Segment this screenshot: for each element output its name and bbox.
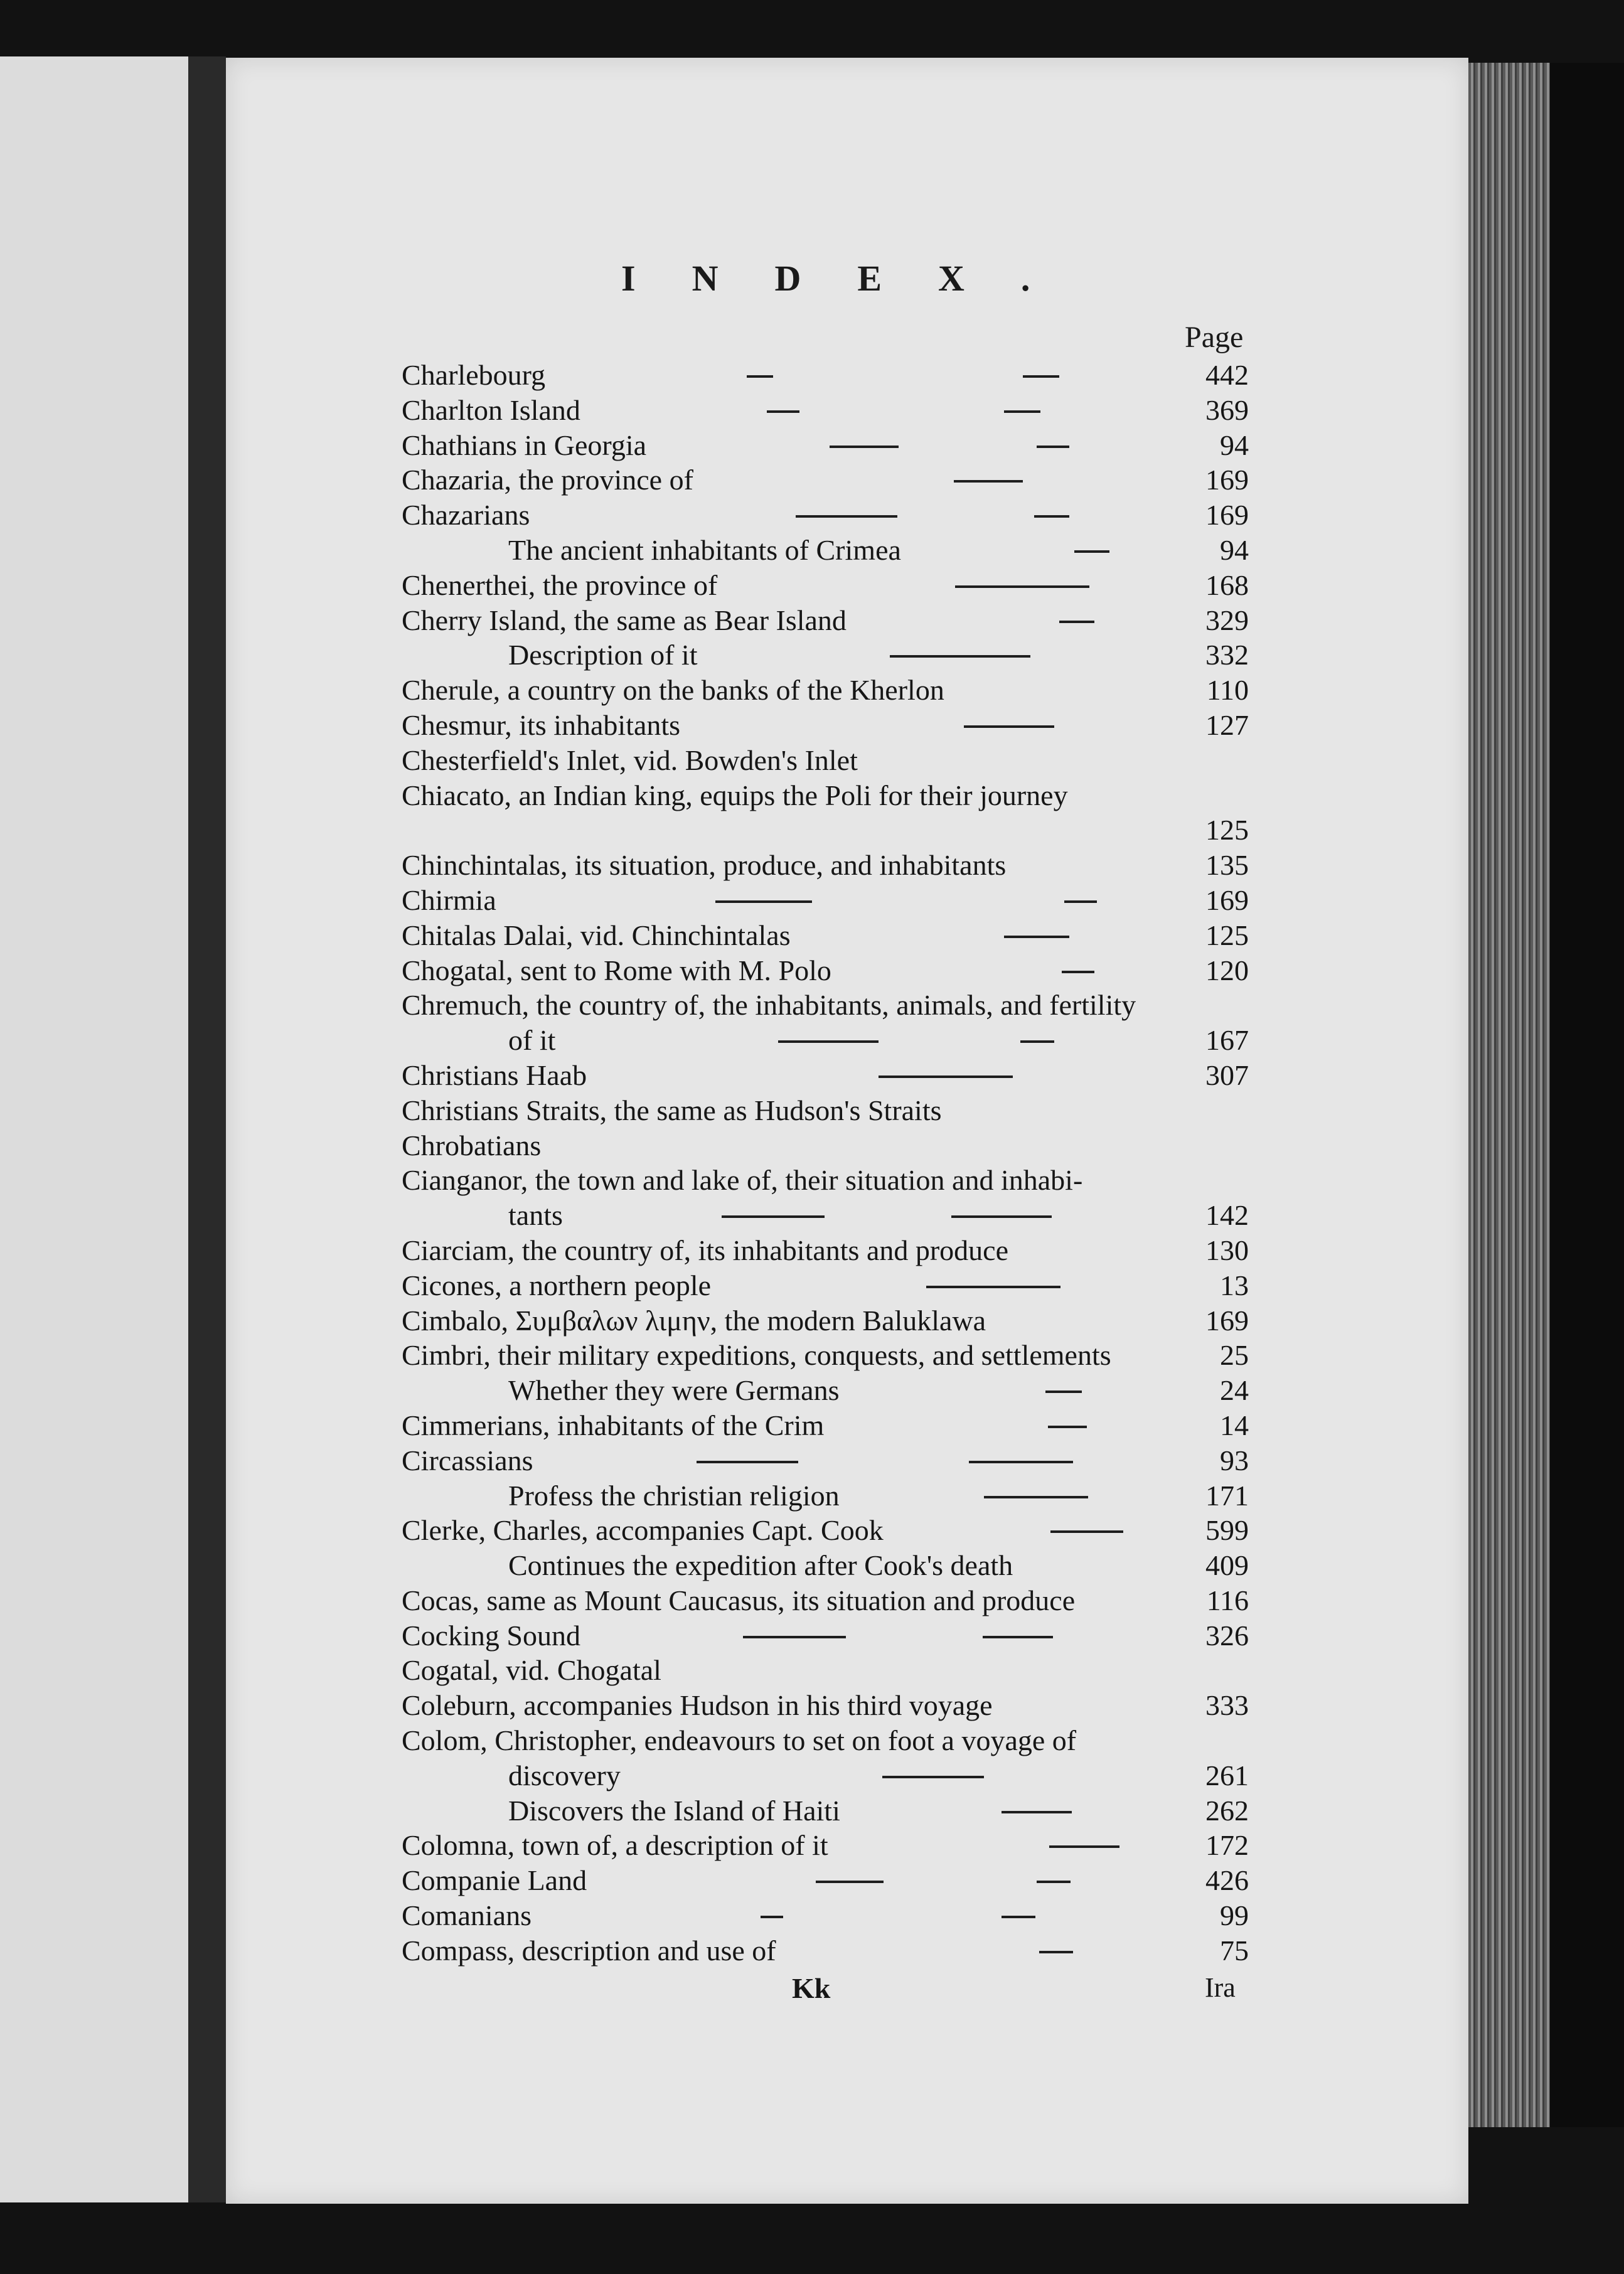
index-entry — [402, 1268, 1249, 1303]
leader-dash — [879, 1076, 1013, 1078]
entry-page-number: 332 — [1205, 639, 1249, 671]
leader-dash — [778, 1040, 879, 1043]
entry-page-number: 333 — [1205, 1689, 1249, 1722]
entry-page-number: 409 — [1205, 1549, 1249, 1582]
entry-text: Chrobatians — [402, 1129, 542, 1161]
leader-dash — [1064, 900, 1097, 903]
index-entry — [402, 1688, 1249, 1723]
entry-text: Colom, Christopher, endeavours to set on foot a voyage of — [402, 1724, 1077, 1757]
entry-text: Continues the expedition after Cook's death — [508, 1549, 1013, 1582]
index-entry — [402, 1338, 1249, 1373]
index-entry — [402, 1058, 1249, 1093]
entry-text: Cimmerians, inhabitants of the Crim — [402, 1409, 825, 1441]
entry-text: Chathians in Georgia — [402, 429, 647, 461]
entry-page-number: 130 — [1205, 1234, 1249, 1266]
index-entry — [402, 918, 1249, 953]
entry-text: Christians Straits, the same as Hudson's Straits — [402, 1094, 942, 1126]
entry-page-number: 127 — [1205, 708, 1249, 741]
entry-text: Compass, description and use of — [402, 1934, 776, 1967]
entry-page-number: 262 — [1205, 1794, 1249, 1827]
leader-dash — [955, 585, 1089, 588]
entry-text: Cianganor, the town and lake of, their situation and inhabi- — [402, 1164, 1083, 1197]
leader-dash — [1049, 1845, 1119, 1848]
entry-page-number: 169 — [1205, 499, 1249, 531]
index-entry — [402, 708, 1249, 743]
page-stack-edge — [1468, 63, 1550, 2127]
entry-text: Chesterfield's Inlet, vid. Bowden's Inlet — [402, 744, 858, 776]
entry-text: Charlton Island — [402, 393, 580, 426]
entry-page-number: 13 — [1220, 1269, 1249, 1301]
entry-page-number: 99 — [1220, 1899, 1249, 1932]
leader-dash — [1059, 621, 1094, 623]
entry-text: tants — [508, 1199, 563, 1232]
index-entry — [402, 673, 1249, 708]
leader-dash — [1039, 1951, 1073, 1953]
index-entries — [402, 358, 1249, 1968]
entry-page-number: 599 — [1205, 1514, 1249, 1547]
index-entry — [402, 1828, 1249, 1863]
index-entry — [402, 1233, 1249, 1268]
entry-text: Comanians — [402, 1899, 532, 1932]
adjacent-page-edge — [0, 56, 188, 2202]
leader-dash — [697, 1461, 798, 1463]
entry-page-number: 116 — [1206, 1584, 1249, 1616]
index-entry — [402, 1723, 1249, 1758]
index-entry — [402, 1408, 1249, 1443]
leader-dash — [1034, 515, 1069, 518]
leader-dash — [1023, 375, 1059, 378]
entry-text: Chazarians — [402, 499, 530, 531]
index-entry — [402, 1653, 1249, 1688]
leader-dash — [951, 1215, 1052, 1218]
entry-text: Chiacato, an Indian king, equips the Poli for their journey — [402, 779, 1068, 811]
entry-text: Cocas, same as Mount Caucasus, its situation and produce — [402, 1584, 1076, 1616]
index-entry — [402, 988, 1249, 1023]
entry-text: Cherry Island, the same as Bear Island — [402, 604, 847, 636]
index-entry — [402, 1128, 1249, 1163]
leader-dash — [722, 1215, 825, 1218]
entry-text: Whether they were Germans — [508, 1374, 840, 1407]
entry-text: Chogatal, sent to Rome with M. Polo — [402, 954, 831, 986]
page-column-header: Page — [1185, 321, 1244, 354]
entry-text: Companie Land — [402, 1864, 587, 1897]
entry-text: Chazaria, the province of — [402, 464, 693, 496]
entry-text: Ciarciam, the country of, its inhabitants and produce — [402, 1234, 1009, 1266]
index-entry — [402, 533, 1249, 568]
leader-dash — [1004, 936, 1069, 938]
entry-page-number: 171 — [1205, 1479, 1249, 1512]
entry-text: Discovers the Island of Haiti — [508, 1794, 840, 1827]
entry-text: Chesmur, its inhabitants — [402, 708, 681, 741]
leader-dash — [969, 1461, 1073, 1463]
background-shadow — [1550, 63, 1624, 2127]
index-entry — [402, 638, 1249, 673]
entry-text: Clerke, Charles, accompanies Capt. Cook — [402, 1514, 884, 1547]
index-entry — [402, 953, 1249, 988]
leader-dash — [761, 1916, 783, 1918]
entry-text: Colomna, town of, a description of it — [402, 1829, 828, 1862]
leader-dash — [882, 1776, 984, 1778]
index-entry — [402, 1618, 1249, 1653]
index-entry — [402, 1863, 1249, 1898]
index-entry — [402, 428, 1249, 463]
index-entry — [402, 1548, 1249, 1583]
signature-mark: Kk — [792, 1972, 831, 2004]
index-entry — [402, 568, 1249, 603]
entry-page-number: 169 — [1205, 1304, 1249, 1337]
entry-text: Christians Haab — [402, 1059, 587, 1091]
index-entry — [402, 1373, 1249, 1408]
index-entry — [402, 603, 1249, 638]
leader-dash — [830, 446, 899, 448]
entry-text: discovery — [508, 1759, 621, 1791]
entry-text: Chinchintalas, its situation, produce, and inhabitants — [402, 849, 1007, 882]
index-entry — [402, 1478, 1249, 1513]
entry-text: Cocking Sound — [402, 1619, 580, 1652]
leader-dash — [1020, 1040, 1054, 1043]
entry-page-number: 94 — [1220, 429, 1249, 461]
leader-dash — [1002, 1811, 1072, 1813]
entry-page-number: 110 — [1206, 674, 1249, 707]
index-entry — [402, 1933, 1249, 1968]
leader-dash — [715, 900, 812, 903]
leader-dash — [767, 410, 799, 413]
entry-page-number: 426 — [1205, 1864, 1249, 1897]
index-entry — [402, 813, 1249, 848]
entry-text: The ancient inhabitants of Crimea — [508, 533, 901, 566]
entry-text: Circassians — [402, 1444, 533, 1476]
index-entry — [402, 1583, 1249, 1618]
leader-dash — [984, 1496, 1088, 1498]
entry-text: Chirmia — [402, 883, 496, 916]
index-entry — [402, 848, 1249, 883]
index-entry — [402, 1163, 1249, 1198]
index-entry — [402, 358, 1249, 393]
index-entry — [402, 1513, 1249, 1548]
index-entry — [402, 1093, 1249, 1128]
entry-page-number: 169 — [1205, 464, 1249, 496]
entry-page-number: 369 — [1205, 393, 1249, 426]
entry-text: Cimbalo, Συμβαλων λιμην, the modern Baluklawa — [402, 1304, 986, 1337]
entry-page-number: 125 — [1205, 919, 1249, 951]
index-entry — [402, 778, 1249, 813]
leader-dash — [1048, 1426, 1087, 1428]
entry-page-number: 168 — [1205, 568, 1249, 601]
leader-dash — [1002, 1916, 1035, 1918]
leader-dash — [743, 1636, 846, 1638]
index-entry — [402, 1898, 1249, 1933]
index-entry — [402, 1023, 1249, 1058]
entry-page-number: 172 — [1205, 1829, 1249, 1862]
entry-page-number: 167 — [1205, 1024, 1249, 1057]
entry-page-number: 25 — [1220, 1339, 1249, 1372]
leader-dash — [1037, 1881, 1071, 1883]
leader-dash — [1004, 410, 1040, 413]
leader-dash — [1050, 1530, 1123, 1533]
leader-dash — [1062, 971, 1094, 973]
leader-dash — [1037, 446, 1069, 448]
entry-page-number: 24 — [1220, 1374, 1249, 1407]
entry-text: Chenerthei, the province of — [402, 568, 718, 601]
entry-page-number: 14 — [1220, 1409, 1249, 1441]
entry-text: Cogatal, vid. Chogatal — [402, 1654, 661, 1687]
entry-text: Chremuch, the country of, the inhabitants, animals, and fertility — [402, 989, 1136, 1022]
index-entry — [402, 1758, 1249, 1793]
leader-dash — [954, 480, 1023, 483]
entry-text: Cimbri, their military expeditions, conquests, and settlements — [402, 1339, 1111, 1372]
entry-text: Profess the christian religion — [508, 1479, 840, 1512]
entry-text: Coleburn, accompanies Hudson in his third voyage — [402, 1689, 993, 1722]
entry-page-number: 135 — [1205, 849, 1249, 882]
index-entry — [402, 1793, 1249, 1828]
index-entry — [402, 393, 1249, 428]
index-entry — [402, 498, 1249, 533]
page-heading: INDEX. — [621, 258, 1087, 299]
entry-page-number: 261 — [1205, 1759, 1249, 1791]
entry-page-number: 93 — [1220, 1444, 1249, 1476]
entry-page-number: 329 — [1205, 604, 1249, 636]
index-entry — [402, 883, 1249, 918]
leader-dash — [1045, 1391, 1082, 1393]
index-entry — [402, 462, 1249, 498]
leader-dash — [890, 655, 1030, 658]
leader-dash — [1074, 550, 1109, 553]
entry-text: Charlebourg — [402, 359, 546, 391]
catchword: Ira — [1205, 1972, 1236, 2003]
index-entry — [402, 1198, 1249, 1233]
entry-text: of it — [508, 1024, 556, 1057]
entry-text: Cicones, a northern people — [402, 1269, 712, 1301]
entry-page-number: 326 — [1205, 1619, 1249, 1652]
leader-dash — [747, 375, 773, 378]
entry-page-number: 94 — [1220, 533, 1249, 566]
index-entry — [402, 1303, 1249, 1338]
entry-text: Chitalas Dalai, vid. Chinchintalas — [402, 919, 791, 951]
index-entry — [402, 1443, 1249, 1478]
leader-dash — [816, 1881, 884, 1883]
leader-dash — [796, 515, 897, 518]
book-gutter — [188, 56, 226, 2202]
entry-text: Description of it — [508, 639, 698, 671]
entry-page-number: 442 — [1205, 359, 1249, 391]
entry-page-number: 125 — [1205, 814, 1249, 846]
leader-dash — [983, 1636, 1053, 1638]
leader-dash — [926, 1286, 1060, 1288]
entry-page-number: 307 — [1205, 1059, 1249, 1091]
entry-page-number: 142 — [1205, 1199, 1249, 1232]
entry-page-number: 169 — [1205, 883, 1249, 916]
entry-text: Cherule, a country on the banks of the Kherlon — [402, 674, 944, 707]
entry-page-number: 120 — [1205, 954, 1249, 986]
entry-page-number: 75 — [1220, 1934, 1249, 1967]
leader-dash — [964, 725, 1054, 728]
index-entry — [402, 743, 1249, 778]
